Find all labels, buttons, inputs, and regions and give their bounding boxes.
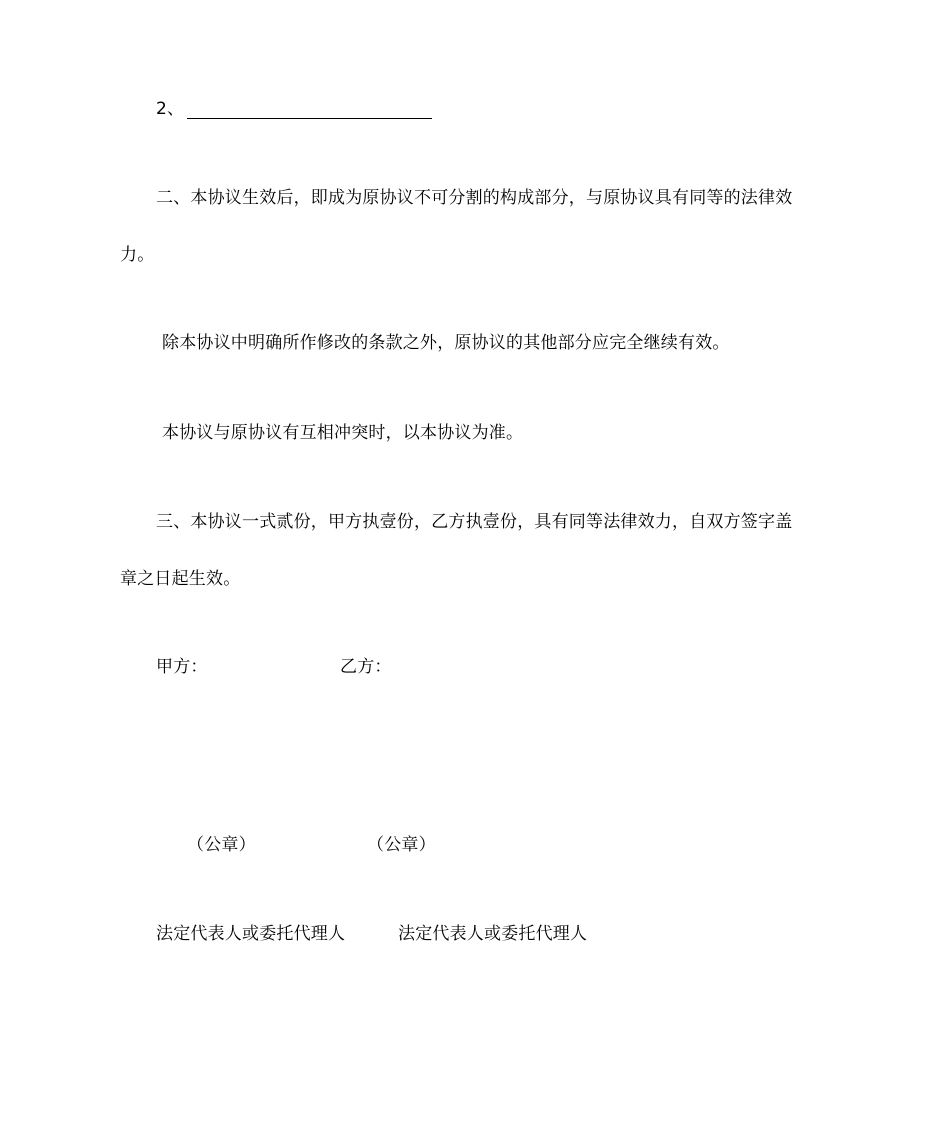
clause-2-line-1: 二、本协议生效后，即成为原协议不可分割的构成部分，与原协议具有同等的法律效 xyxy=(156,188,793,208)
seal-a-label: （公章） xyxy=(187,835,256,855)
item-2-blank-line xyxy=(187,118,432,119)
representative-a-label: 法定代表人或委托代理人 xyxy=(156,924,346,944)
party-b-label: 乙方： xyxy=(340,657,392,677)
item-2-label: 2、 xyxy=(156,99,185,119)
paragraph-except: 除本协议中明确所作修改的条款之外，原协议的其他部分应完全继续有效。 xyxy=(162,333,730,353)
clause-2-line-2: 力。 xyxy=(120,245,155,265)
clause-3-line-2: 章之日起生效。 xyxy=(120,569,241,589)
paragraph-conflict: 本协议与原协议有互相冲突时，以本协议为准。 xyxy=(162,423,524,443)
seal-b-label: （公章） xyxy=(367,835,436,855)
party-a-label: 甲方： xyxy=(156,657,208,677)
representative-b-label: 法定代表人或委托代理人 xyxy=(398,924,588,944)
clause-3-line-1: 三、本协议一式贰份，甲方执壹份，乙方执壹份，具有同等法律效力，自双方签字盖 xyxy=(156,512,793,532)
